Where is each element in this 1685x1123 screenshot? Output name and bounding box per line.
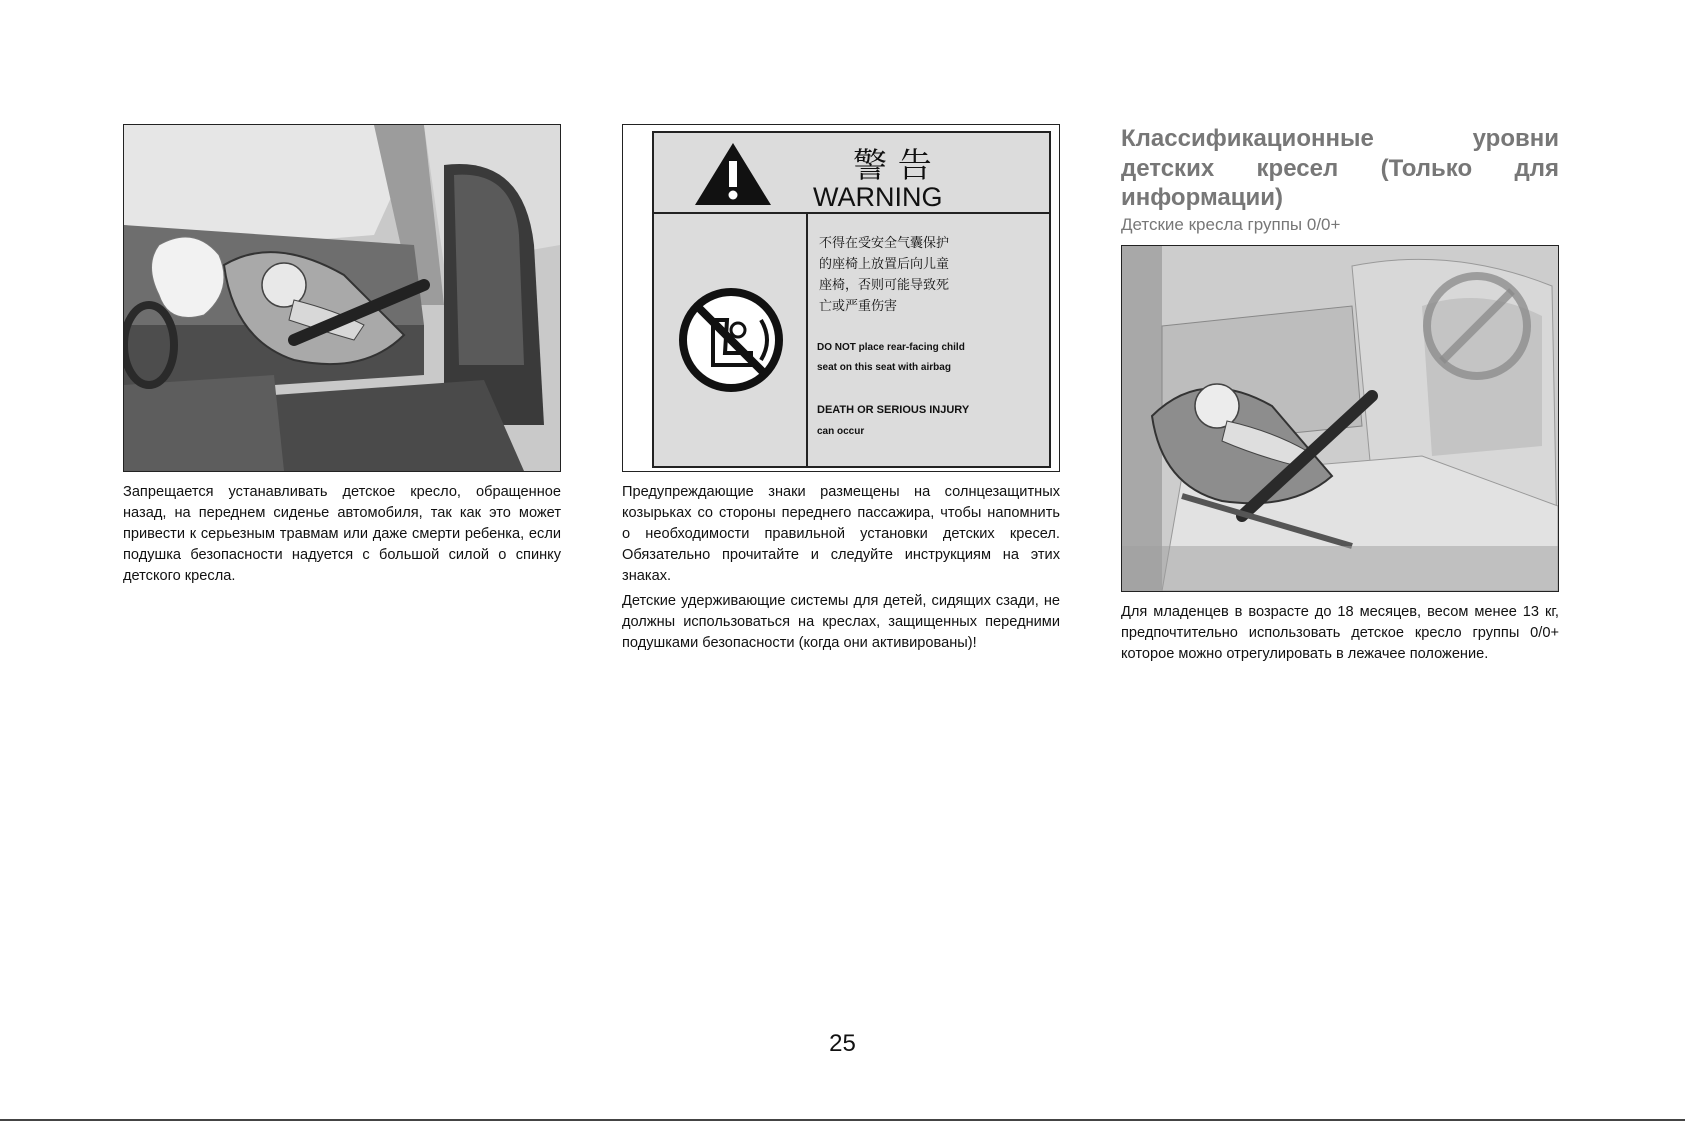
caption-left: Запрещается устанавливать детское кресло, обращенное назад, на переднем сиденье автомобиля, так как это может привести к серьезным травмам или даже смерти ребенка, если подушка безопасности надуется с большой силой о спинку детского кресла.	[123, 484, 561, 584]
warning-cn-line-1: 不得在受安全气囊保护	[819, 236, 950, 251]
warning-en-line-1: DO NOT place rear-facing child	[817, 342, 965, 353]
section-subheading: Детские кресла группы 0/0+	[1121, 214, 1341, 234]
column-middle	[622, 124, 1060, 654]
page-number: 25	[829, 1030, 856, 1057]
paragraph-warning-signs: Предупреждающие знаки размещены на солнцезащитных козырьках со стороны переднего пассажира, чтобы напомнить о необходимости правильной установки детских кресел. Обязательно прочитайте и следуйте инструкциям на этих знаках.	[622, 484, 1060, 584]
warning-en-line-3: DEATH OR SERIOUS INJURY	[817, 404, 970, 416]
no-child-seat-icon	[683, 292, 779, 388]
bottom-rule	[0, 1119, 1685, 1121]
warning-cn-line-2: 的座椅上放置后向儿童	[819, 257, 950, 272]
section-heading: Классификационные уровни детских кресел (Только для информации)	[1121, 125, 1559, 211]
warning-title-en: WARNING	[813, 182, 943, 212]
illustration-rear-facing-seat-front-airbag	[123, 124, 561, 472]
airbag-warning-label	[622, 124, 1060, 472]
illustration-group-0-seat-rear	[1121, 245, 1559, 592]
paragraph-restraint-systems: Детские удерживающие системы для детей, сидящих сзади, не должны использоваться на креслах, защищенных передними подушками безопасности (когда они активированы)!	[622, 593, 1060, 651]
warning-cn-line-3: 座椅，否则可能导致死	[819, 278, 950, 293]
warning-en-line-2: seat on this seat with airbag	[817, 362, 951, 373]
column-left	[123, 124, 561, 587]
warning-cn-line-4: 亡或严重伤害	[819, 299, 898, 314]
column-right	[1121, 124, 1559, 665]
warning-en-line-4: can occur	[817, 426, 865, 437]
warning-title-cn: 警 告	[853, 146, 932, 186]
caption-right: Для младенцев в возрасте до 18 месяцев, весом менее 13 кг, предпочтительно использовать детское кресло группы 0/0+ которое можно отрегулировать в лежачее положение.	[1121, 603, 1559, 662]
